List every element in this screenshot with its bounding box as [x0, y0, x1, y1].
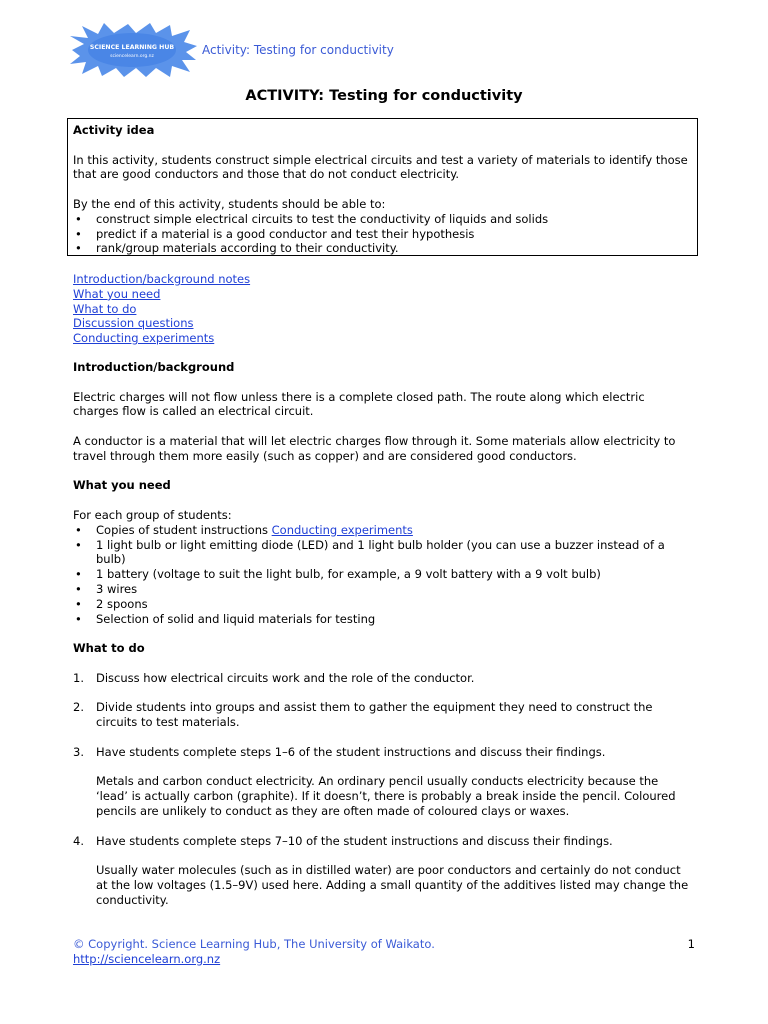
link-what-to-do[interactable]: What to do	[73, 301, 137, 316]
step-item	[73, 671, 693, 686]
learning-outcomes-list	[73, 212, 692, 256]
link-introduction[interactable]: Introduction/background notes	[73, 272, 251, 286]
equipment-list	[73, 523, 693, 627]
list-item: • predict if a material is a good conductor and test their hypothesis	[73, 227, 692, 242]
activity-idea-lead: By the end of this activity, students should be able to:	[73, 196, 386, 211]
activity-idea-intro: In this activity, students construct simple electrical circuits and test a variety of materials to identify those that are good conductors and those that do not conduct electricity.	[73, 152, 688, 182]
list-item: • rank/group materials according to their conductivity.	[73, 241, 692, 256]
footer-url-link[interactable]: http://sciencelearn.org.nz	[73, 951, 221, 966]
list-item: • 1 battery (voltage to suit the light bulb, for example, a 9 volt battery with a 9 volt bulb)	[73, 567, 693, 582]
link-conducting-experiments[interactable]: Conducting experiments	[73, 331, 215, 346]
step-note: Usually water molecules (such as in distilled water) are poor conductors and certainly do not conduct at the low voltages (1.5–9V) used here. Adding a small quantity of the additives listed may change the conductivity.	[96, 863, 689, 907]
step-text: Discuss how electrical circuits work and the role of the conductor.	[96, 670, 475, 685]
section-links	[73, 272, 250, 346]
step-item	[73, 700, 693, 730]
step-number: 4.	[73, 833, 84, 848]
science-learning-hub-logo[interactable]	[66, 22, 198, 78]
list-item: • 3 wires	[73, 582, 693, 597]
list-item	[73, 523, 693, 538]
logo-text: SCIENCE LEARNING HUB	[89, 44, 175, 51]
step-note: Metals and carbon conduct electricity. An ordinary pencil usually conducts electricity because the ‘lead’ is actually carbon (graphite). If it doesn’t, there is probably a break inside the pencil. Coloured pencils are unlikely to conduct as they are often made of coloured clays or waxes.	[96, 774, 676, 818]
what-to-do-heading: What to do	[73, 641, 145, 656]
list-item-text: Copies of student instructions	[96, 522, 268, 537]
header-title: Activity: Testing for conductivity	[202, 43, 394, 57]
step-number: 3.	[73, 744, 84, 759]
list-item: • 2 spoons	[73, 597, 693, 612]
step-text: Have students complete steps 7–10 of the student instructions and discuss their findings.	[96, 833, 613, 848]
link-what-you-need[interactable]: What you need	[73, 286, 161, 301]
intro-paragraph-1: Electric charges will not flow unless there is a complete closed path. The route along which electric charges flow is called an electrical circuit.	[73, 389, 645, 419]
step-number: 1.	[73, 670, 84, 685]
intro-heading: Introduction/background	[73, 360, 235, 374]
list-item: • 1 light bulb or light emitting diode (LED) and 1 light bulb holder (you can use a buzzer instead of a bulb)	[73, 538, 693, 568]
list-item: • Selection of solid and liquid materials for testing	[73, 612, 693, 627]
what-you-need-lead: For each group of students:	[73, 507, 232, 522]
starburst-logo-graphic	[66, 22, 198, 78]
list-item: • construct simple electrical circuits to test the conductivity of liquids and solids	[73, 212, 692, 227]
document-title: ACTIVITY: Testing for conductivity	[245, 88, 523, 104]
step-item	[73, 745, 693, 819]
step-item	[73, 834, 693, 908]
copyright-notice: © Copyright. Science Learning Hub, The University of Waikato.	[73, 937, 435, 951]
page-number: 1	[687, 937, 695, 951]
what-you-need-heading: What you need	[73, 478, 171, 493]
activity-idea-heading: Activity idea	[73, 123, 155, 137]
intro-paragraph-2: A conductor is a material that will let electric charges flow through it. Some materials allow electricity to travel through them more easily (such as copper) and are considered good conductors.	[73, 433, 676, 463]
link-conducting-experiments-inline[interactable]: Conducting experiments	[271, 522, 413, 537]
activity-idea-box	[67, 118, 698, 256]
logo-subtext: sciencelearn.org.nz	[110, 54, 154, 59]
step-text: Have students complete steps 1–6 of the student instructions and discuss their findings.	[96, 744, 606, 759]
main-content	[73, 360, 693, 907]
steps-list	[73, 671, 693, 908]
link-discussion-questions[interactable]: Discussion questions	[73, 316, 194, 331]
step-text: Divide students into groups and assist them to gather the equipment they need to construct the circuits to test materials.	[96, 700, 653, 730]
step-number: 2.	[73, 700, 84, 715]
page-footer	[73, 937, 695, 967]
